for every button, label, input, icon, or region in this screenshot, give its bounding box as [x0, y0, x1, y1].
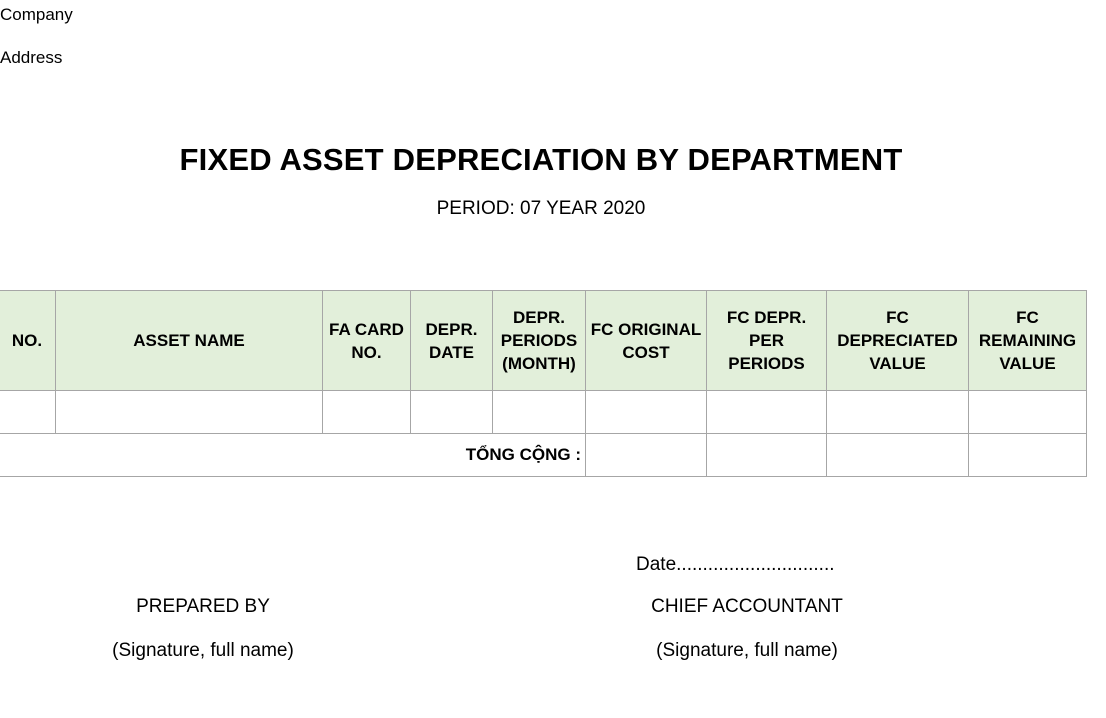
table-cell — [827, 391, 969, 434]
chief-accountant-signature-note: (Signature, full name) — [656, 640, 838, 661]
col-header-fc-depr-per-periods: FC DEPR. PER PERIODS — [707, 291, 827, 391]
table-header-row — [0, 291, 1087, 391]
report-title: FIXED ASSET DEPRECIATION BY DEPARTMENT — [179, 142, 903, 177]
col-header-no: NO. — [0, 291, 56, 391]
col-header-depr-date: DEPR. DATE — [411, 291, 493, 391]
table-row — [0, 391, 1087, 434]
col-header-fa-card-no: FA CARD NO. — [323, 291, 411, 391]
col-header-fc-remaining-value: FC REMAINING VALUE — [969, 291, 1087, 391]
table-cell — [323, 391, 411, 434]
table-cell — [707, 391, 827, 434]
total-cell-depreciated-value — [827, 434, 969, 477]
table-cell — [969, 391, 1087, 434]
address-label: Address — [0, 48, 63, 67]
table-cell — [586, 391, 707, 434]
total-label: TỔNG CỘNG : — [0, 434, 586, 477]
total-cell-original-cost — [586, 434, 707, 477]
company-label: Company — [0, 5, 73, 24]
table-cell — [411, 391, 493, 434]
total-cell-depr-per-periods — [707, 434, 827, 477]
col-header-depr-periods: DEPR. PERIODS (MONTH) — [493, 291, 586, 391]
depreciation-table — [0, 290, 1087, 477]
total-row — [0, 434, 1087, 477]
table-cell — [493, 391, 586, 434]
table-cell — [0, 391, 56, 434]
table-cell — [56, 391, 323, 434]
col-header-fc-original-cost: FC ORIGINAL COST — [586, 291, 707, 391]
chief-accountant-label: CHIEF ACCOUNTANT — [651, 596, 843, 617]
prepared-by-label: PREPARED BY — [136, 596, 270, 617]
signature-date-line: Date.............................. — [636, 554, 835, 575]
prepared-by-signature-note: (Signature, full name) — [112, 640, 294, 661]
total-cell-remaining-value — [969, 434, 1087, 477]
report-period: PERIOD: 07 YEAR 2020 — [436, 198, 646, 219]
col-header-asset-name: ASSET NAME — [56, 291, 323, 391]
col-header-fc-depreciated-value: FC DEPRECIATED VALUE — [827, 291, 969, 391]
